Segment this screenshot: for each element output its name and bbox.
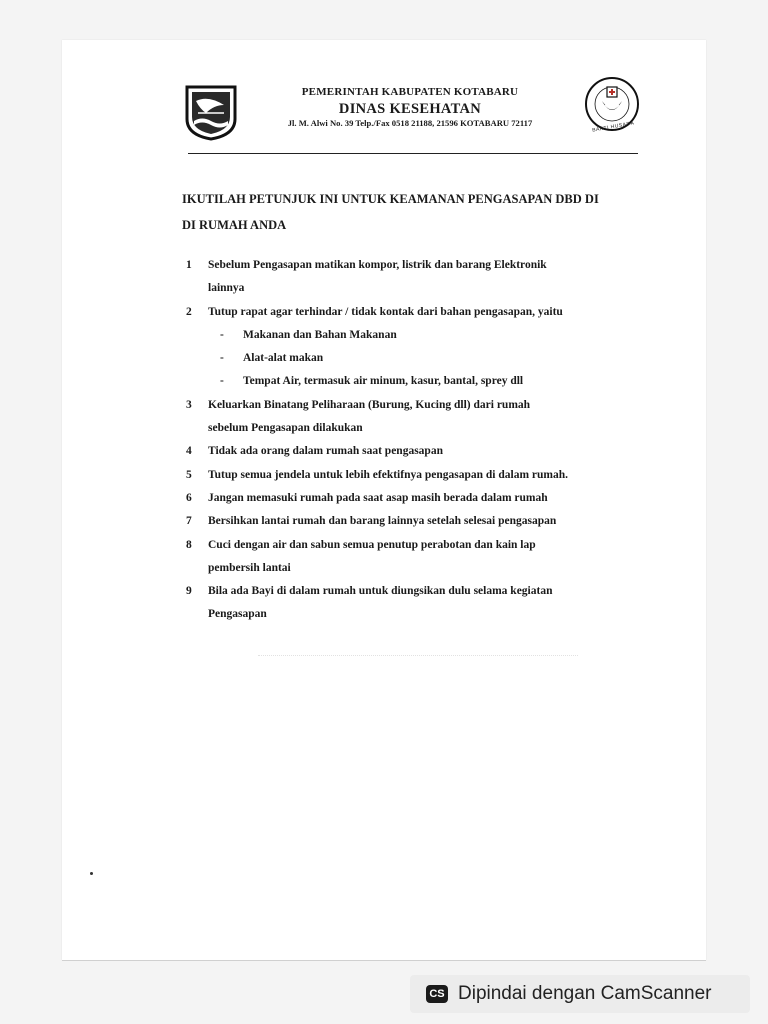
item-number: 4 bbox=[186, 445, 192, 458]
instruction-item bbox=[186, 510, 646, 533]
item-text: Tidak ada orang dalam rumah saat pengasapan bbox=[208, 445, 443, 458]
department-name: DINAS KESEHATAN bbox=[338, 100, 482, 117]
item-number: 9 bbox=[186, 585, 192, 598]
sub-marker: - bbox=[220, 328, 224, 341]
item-number: 2 bbox=[186, 305, 192, 318]
item-number: 5 bbox=[186, 468, 192, 481]
item-text: Tutup semua jendela untuk lebih efektifnya pengasapan di dalam rumah. bbox=[208, 468, 568, 481]
letterhead-divider bbox=[188, 153, 638, 154]
item-text: Sebelum Pengasapan matikan kompor, listrik dan barang Elektronik bbox=[208, 259, 547, 271]
instruction-item bbox=[186, 254, 646, 301]
instruction-item bbox=[186, 580, 646, 627]
scan-artifact bbox=[258, 655, 578, 662]
sub-item bbox=[186, 347, 646, 370]
sub-item bbox=[186, 370, 646, 393]
regency-emblem-icon bbox=[184, 83, 238, 141]
sub-item-text: Tempat Air, termasuk air minum, kasur, bantal, sprey dll bbox=[243, 375, 524, 388]
item-text: Bersihkan lantai rumah dan barang lainnya setelah selesai pengasapan bbox=[208, 515, 557, 528]
government-name: PEMERINTAH KABUPATEN KOTABARU bbox=[301, 86, 519, 98]
instruction-item bbox=[186, 440, 646, 463]
camscanner-watermark bbox=[410, 975, 750, 1013]
document-title bbox=[182, 186, 642, 238]
sub-item-text: Makanan dan Bahan Makanan bbox=[243, 328, 397, 341]
instruction-item bbox=[186, 464, 646, 487]
sub-item-text: Alat-alat makan bbox=[243, 352, 324, 365]
item-text: Tutup rapat agar terhindar / tidak kontak dari bahan pengasapan, yaitu bbox=[208, 305, 563, 318]
instruction-item bbox=[186, 534, 646, 581]
sub-marker: - bbox=[220, 375, 224, 388]
scan-speck bbox=[90, 872, 93, 875]
office-address: Jl. M. Alwi No. 39 Telp./Fax 0518 21188, 21596 KOTABARU 72117 bbox=[287, 117, 533, 128]
item-number: 7 bbox=[186, 515, 192, 528]
instruction-item bbox=[186, 394, 646, 441]
title-line-2: DI RUMAH ANDA bbox=[182, 218, 287, 232]
item-text: Bila ada Bayi di dalam rumah untuk diungsikan dulu selama kegiatan bbox=[208, 585, 553, 598]
item-text: Jangan memasuki rumah pada saat asap masih berada dalam rumah bbox=[208, 491, 548, 504]
item-text: Cuci dengan air dan sabun semua penutup perabotan dan kain lap bbox=[208, 538, 536, 551]
item-text: Pengasapan bbox=[208, 608, 267, 621]
item-number: 8 bbox=[186, 538, 192, 551]
item-number: 6 bbox=[186, 491, 192, 504]
instruction-list bbox=[186, 254, 646, 627]
watermark-text: Dipindai dengan CamScanner bbox=[458, 983, 712, 1004]
item-text: sebelum Pengasapan dilakukan bbox=[208, 422, 363, 435]
instruction-item bbox=[186, 301, 646, 324]
item-text: Keluarkan Binatang Peliharaan (Burung, Kucing dll) dari rumah bbox=[208, 398, 531, 411]
seal-text: BAKTI HUSADA bbox=[591, 120, 635, 134]
letterhead bbox=[250, 86, 570, 129]
item-number: 1 bbox=[186, 259, 192, 271]
page-bottom-edge bbox=[62, 960, 706, 961]
item-number: 3 bbox=[186, 398, 192, 411]
sub-item bbox=[186, 324, 646, 347]
item-text: lainnya bbox=[208, 282, 245, 295]
camscanner-logo-icon: CS bbox=[426, 985, 448, 1003]
sub-marker: - bbox=[220, 352, 224, 365]
item-text: pembersih lantai bbox=[208, 561, 291, 574]
instruction-item bbox=[186, 487, 646, 510]
title-line-1: IKUTILAH PETUNJUK INI UNTUK KEAMANAN PENGASAPAN DBD DI bbox=[182, 192, 599, 206]
